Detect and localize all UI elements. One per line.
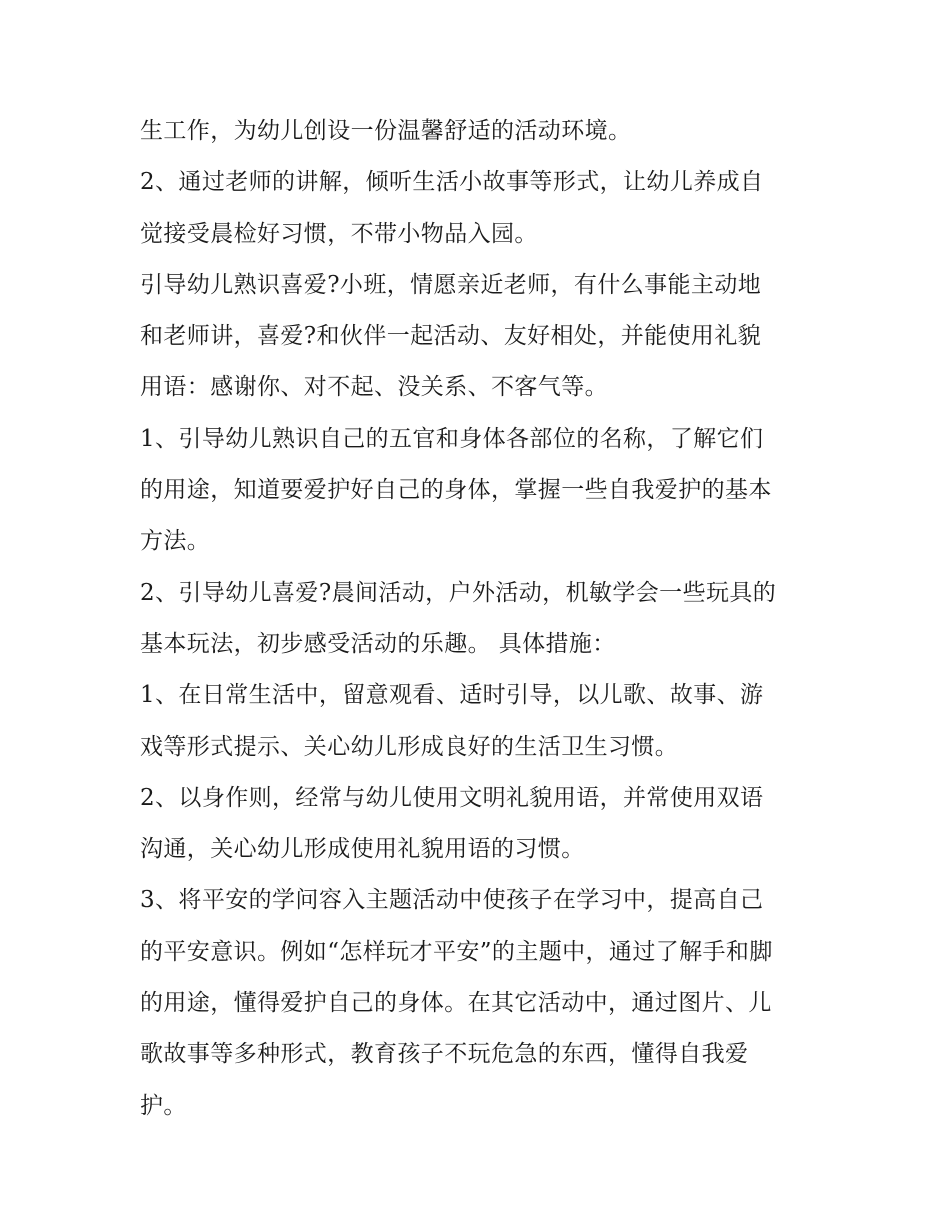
- text-line: 2、通过老师的讲解，倾听生活小故事等形式，让幼儿养成自: [140, 169, 764, 196]
- text-line: 1、引导幼儿熟识自己的五官和身体各部位的名称，了解它们: [140, 425, 764, 452]
- text-line: 的平安意识。例如“怎样玩才平安”的主题中，通过了解手和脚: [140, 938, 773, 965]
- text-line: 歌故事等多种形式，教育孩子不玩危急的东西，懂得自我爱: [140, 1041, 749, 1068]
- text-line: 和老师讲，喜爱?和伙伴一起活动、友好相处，并能使用礼貌: [140, 323, 762, 350]
- text-line: 护。: [140, 1092, 187, 1119]
- text-line: 戏等形式提示、关心幼儿形成良好的生活卫生习惯。: [140, 733, 679, 760]
- text-line: 3、将平安的学问容入主题活动中使孩子在学习中，提高自己: [140, 887, 764, 914]
- text-line: 引导幼儿熟识喜爱?小班，情愿亲近老师，有什么事能主动地: [140, 271, 762, 298]
- text-line: 的用途，知道要爱护好自己的身体，掌握一些自我爱护的基本: [140, 477, 772, 504]
- text-line: 基本玩法，初步感受活动的乐趣。 具体措施：: [140, 630, 616, 657]
- text-line: 用语：感谢你、对不起、没关系、不客气等。: [140, 374, 608, 401]
- text-line: 觉接受晨检好习惯，不带小物品入园。: [140, 220, 538, 247]
- text-line: 方法。: [140, 528, 211, 555]
- text-line: 1、在日常生活中，留意观看、适时引导，以儿歌、故事、游: [140, 682, 764, 709]
- text-line: 2、以身作则，经常与幼儿使用文明礼貌用语，并常使用双语: [140, 784, 764, 811]
- text-line: 沟通，关心幼儿形成使用礼貌用语的习惯。: [140, 836, 585, 863]
- text-line: 2、引导幼儿喜爱?晨间活动，户外活动，机敏学会一些玩具的: [140, 579, 777, 606]
- text-line: 生工作，为幼儿创设一份温馨舒适的活动环境。: [140, 118, 632, 144]
- text-line: 的用途，懂得爱护自己的身体。在其它活动中，通过图片、儿: [140, 990, 772, 1017]
- body-text: [140, 106, 820, 1132]
